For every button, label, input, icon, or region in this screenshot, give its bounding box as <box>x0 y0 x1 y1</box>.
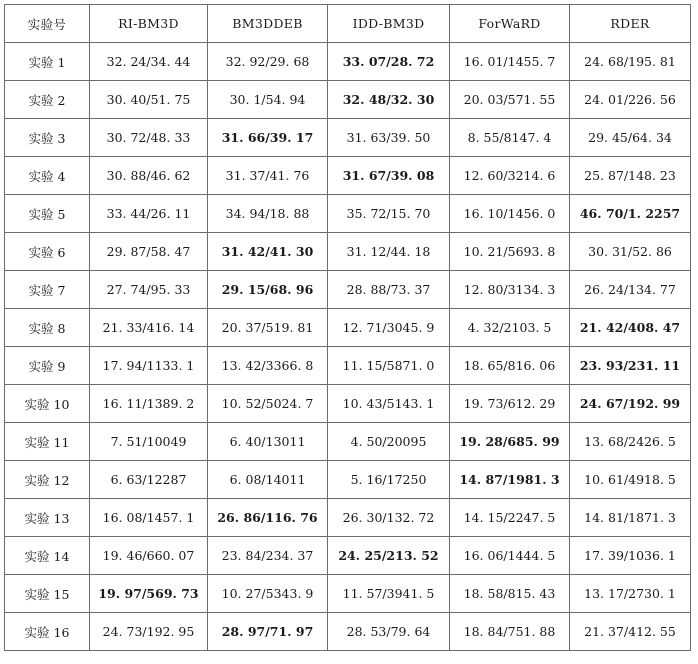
cell-ri-bm3d: 24. 73/192. 95 <box>90 613 208 651</box>
cell-idd-bm3d: 33. 07/28. 72 <box>328 43 450 81</box>
header-bm3ddeb: BM3DDEB <box>208 5 328 43</box>
cell-idd-bm3d: 11. 15/5871. 0 <box>328 347 450 385</box>
cell-ri-bm3d: 19. 46/660. 07 <box>90 537 208 575</box>
cell-bm3ddeb: 20. 37/519. 81 <box>208 309 328 347</box>
cell-bm3ddeb: 31. 37/41. 76 <box>208 157 328 195</box>
cell-bm3ddeb: 6. 08/14011 <box>208 461 328 499</box>
cell-rder: 10. 61/4918. 5 <box>570 461 691 499</box>
cell-idd-bm3d: 10. 43/5143. 1 <box>328 385 450 423</box>
cell-bm3ddeb: 10. 27/5343. 9 <box>208 575 328 613</box>
cell-ri-bm3d: 30. 72/48. 33 <box>90 119 208 157</box>
cell-idd-bm3d: 35. 72/15. 70 <box>328 195 450 233</box>
cell-bm3ddeb: 30. 1/54. 94 <box>208 81 328 119</box>
cell-rder: 30. 31/52. 86 <box>570 233 691 271</box>
table-row <box>5 385 691 423</box>
cell-bm3ddeb: 6. 40/13011 <box>208 423 328 461</box>
header-forward: ForWaRD <box>450 5 570 43</box>
cell-rder: 13. 68/2426. 5 <box>570 423 691 461</box>
cell-rder: 24. 68/195. 81 <box>570 43 691 81</box>
cell-idd-bm3d: 32. 48/32. 30 <box>328 81 450 119</box>
cell-forward: 14. 87/1981. 3 <box>450 461 570 499</box>
cell-idd-bm3d: 26. 30/132. 72 <box>328 499 450 537</box>
cell-rder: 21. 42/408. 47 <box>570 309 691 347</box>
cell-forward: 18. 58/815. 43 <box>450 575 570 613</box>
cell-ri-bm3d: 33. 44/26. 11 <box>90 195 208 233</box>
cell-idd-bm3d: 5. 16/17250 <box>328 461 450 499</box>
row-label: 实验 10 <box>5 385 90 423</box>
row-label: 实验 3 <box>5 119 90 157</box>
table-row <box>5 461 691 499</box>
table-row <box>5 195 691 233</box>
cell-ri-bm3d: 27. 74/95. 33 <box>90 271 208 309</box>
cell-forward: 14. 15/2247. 5 <box>450 499 570 537</box>
cell-ri-bm3d: 6. 63/12287 <box>90 461 208 499</box>
row-label: 实验 7 <box>5 271 90 309</box>
cell-idd-bm3d: 4. 50/20095 <box>328 423 450 461</box>
row-label: 实验 6 <box>5 233 90 271</box>
cell-forward: 16. 06/1444. 5 <box>450 537 570 575</box>
row-label: 实验 2 <box>5 81 90 119</box>
cell-bm3ddeb: 29. 15/68. 96 <box>208 271 328 309</box>
cell-ri-bm3d: 29. 87/58. 47 <box>90 233 208 271</box>
header-idd-bm3d: IDD-BM3D <box>328 5 450 43</box>
cell-rder: 29. 45/64. 34 <box>570 119 691 157</box>
cell-rder: 24. 01/226. 56 <box>570 81 691 119</box>
cell-bm3ddeb: 13. 42/3366. 8 <box>208 347 328 385</box>
cell-ri-bm3d: 16. 08/1457. 1 <box>90 499 208 537</box>
table-row <box>5 423 691 461</box>
table-row <box>5 43 691 81</box>
table-row <box>5 537 691 575</box>
table-header-row <box>5 5 691 43</box>
row-label: 实验 1 <box>5 43 90 81</box>
cell-forward: 12. 80/3134. 3 <box>450 271 570 309</box>
table-row <box>5 233 691 271</box>
row-label: 实验 11 <box>5 423 90 461</box>
cell-bm3ddeb: 23. 84/234. 37 <box>208 537 328 575</box>
cell-rder: 17. 39/1036. 1 <box>570 537 691 575</box>
row-label: 实验 8 <box>5 309 90 347</box>
cell-ri-bm3d: 30. 88/46. 62 <box>90 157 208 195</box>
cell-bm3ddeb: 34. 94/18. 88 <box>208 195 328 233</box>
cell-idd-bm3d: 11. 57/3941. 5 <box>328 575 450 613</box>
table-row <box>5 309 691 347</box>
table-row <box>5 347 691 385</box>
cell-forward: 19. 73/612. 29 <box>450 385 570 423</box>
row-label: 实验 15 <box>5 575 90 613</box>
cell-rder: 14. 81/1871. 3 <box>570 499 691 537</box>
cell-idd-bm3d: 31. 12/44. 18 <box>328 233 450 271</box>
cell-ri-bm3d: 19. 97/569. 73 <box>90 575 208 613</box>
cell-ri-bm3d: 32. 24/34. 44 <box>90 43 208 81</box>
cell-forward: 12. 60/3214. 6 <box>450 157 570 195</box>
cell-idd-bm3d: 28. 88/73. 37 <box>328 271 450 309</box>
cell-forward: 16. 10/1456. 0 <box>450 195 570 233</box>
cell-idd-bm3d: 31. 67/39. 08 <box>328 157 450 195</box>
cell-rder: 23. 93/231. 11 <box>570 347 691 385</box>
cell-rder: 26. 24/134. 77 <box>570 271 691 309</box>
cell-forward: 19. 28/685. 99 <box>450 423 570 461</box>
cell-forward: 20. 03/571. 55 <box>450 81 570 119</box>
results-table <box>4 4 691 651</box>
cell-bm3ddeb: 26. 86/116. 76 <box>208 499 328 537</box>
cell-forward: 16. 01/1455. 7 <box>450 43 570 81</box>
cell-forward: 10. 21/5693. 8 <box>450 233 570 271</box>
row-label: 实验 4 <box>5 157 90 195</box>
table-row <box>5 613 691 651</box>
cell-bm3ddeb: 32. 92/29. 68 <box>208 43 328 81</box>
row-label: 实验 12 <box>5 461 90 499</box>
cell-idd-bm3d: 28. 53/79. 64 <box>328 613 450 651</box>
cell-ri-bm3d: 21. 33/416. 14 <box>90 309 208 347</box>
cell-rder: 25. 87/148. 23 <box>570 157 691 195</box>
cell-ri-bm3d: 7. 51/10049 <box>90 423 208 461</box>
row-label: 实验 13 <box>5 499 90 537</box>
header-rder: RDER <box>570 5 691 43</box>
cell-rder: 24. 67/192. 99 <box>570 385 691 423</box>
row-label: 实验 14 <box>5 537 90 575</box>
cell-bm3ddeb: 28. 97/71. 97 <box>208 613 328 651</box>
cell-ri-bm3d: 17. 94/1133. 1 <box>90 347 208 385</box>
table-row <box>5 157 691 195</box>
header-experiment-no: 实验号 <box>5 5 90 43</box>
cell-rder: 21. 37/412. 55 <box>570 613 691 651</box>
row-label: 实验 5 <box>5 195 90 233</box>
table-row <box>5 575 691 613</box>
row-label: 实验 9 <box>5 347 90 385</box>
cell-bm3ddeb: 10. 52/5024. 7 <box>208 385 328 423</box>
cell-rder: 13. 17/2730. 1 <box>570 575 691 613</box>
cell-forward: 18. 65/816. 06 <box>450 347 570 385</box>
table-body <box>5 43 691 651</box>
cell-bm3ddeb: 31. 66/39. 17 <box>208 119 328 157</box>
header-ri-bm3d: RI-BM3D <box>90 5 208 43</box>
table-row <box>5 271 691 309</box>
cell-bm3ddeb: 31. 42/41. 30 <box>208 233 328 271</box>
cell-idd-bm3d: 24. 25/213. 52 <box>328 537 450 575</box>
cell-idd-bm3d: 12. 71/3045. 9 <box>328 309 450 347</box>
table-row <box>5 499 691 537</box>
cell-forward: 18. 84/751. 88 <box>450 613 570 651</box>
cell-forward: 4. 32/2103. 5 <box>450 309 570 347</box>
table-row <box>5 81 691 119</box>
row-label: 实验 16 <box>5 613 90 651</box>
cell-ri-bm3d: 16. 11/1389. 2 <box>90 385 208 423</box>
table-row <box>5 119 691 157</box>
cell-forward: 8. 55/8147. 4 <box>450 119 570 157</box>
cell-rder: 46. 70/1. 2257 <box>570 195 691 233</box>
cell-idd-bm3d: 31. 63/39. 50 <box>328 119 450 157</box>
cell-ri-bm3d: 30. 40/51. 75 <box>90 81 208 119</box>
